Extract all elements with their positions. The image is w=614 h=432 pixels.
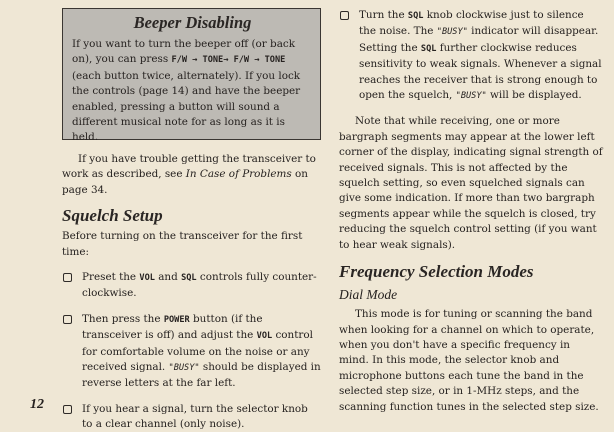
left-column	[62, 8, 321, 432]
page-number: 12	[30, 397, 44, 412]
step-power-on: Then press the POWER button (if the transceiver is off) and adjust the VOL control for comfortable volume on the noise or any received signal. "BUSY" should be displayed in reverse letters at the far left.	[62, 312, 321, 392]
problems-reference: In Case of Problems	[185, 168, 292, 181]
checkbox-icon	[340, 11, 349, 20]
step-select-clear-channel: If you hear a signal, turn the selector knob to a clear channel (only noise).	[62, 402, 321, 432]
squelch-intro: Before turning on the transceiver for the first time:	[62, 230, 303, 258]
bargraph-note: Note that while receiving, one or more bargraph segments may appear at the lower left corner of the display, indicating signal strength of received signals. This is not affected by the squelch setting, so even squelched signals can give some indication. If more than two bargraph segments appear while the squelch is closed, try reducing the squelch control setting (if you want to hear weak signals).	[339, 115, 603, 251]
beeper-disabling-title: Beeper Disabling	[133, 13, 252, 32]
trouble-paragraph: If you have trouble getting the transceiver to work as described, see In Case of Problems on page 34.	[62, 153, 316, 196]
frequency-modes-heading: Frequency Selection Modes	[339, 262, 534, 282]
checkbox-icon	[63, 273, 72, 282]
dial-mode-text: This mode is for tuning or scanning the band when looking for a channel on which to operate, when you don't have a specific frequency in mind. In this mode, the selector knob and microphone buttons each tune the band in the selected step size, or in 1-MHz steps, and the scanning function tunes in the selected step size.	[339, 308, 599, 413]
step-preset-controls: Preset the VOL and SQL controls fully counter-clockwise.	[62, 270, 321, 302]
step-adjust-squelch: Turn the SQL knob clockwise just to silence the noise. The "BUSY" indicator will disappear. Setting the SQL further clockwise reduces sensitivity to weak signals. Whenever a signal reaches the receiver that is strong enough to open the squelch, "BUSY" will be displayed.	[339, 8, 603, 104]
squelch-setup-heading: Squelch Setup	[62, 206, 163, 226]
dial-mode-heading: Dial Mode	[339, 287, 398, 303]
checkbox-icon	[63, 405, 72, 414]
beeper-disabling-box	[62, 8, 321, 144]
right-column	[339, 8, 603, 415]
beeper-key-sequence: F/W → TONE→ F/W → TONE	[171, 55, 286, 66]
checkbox-icon	[63, 315, 72, 324]
beeper-disabling-text: If you want to turn the beeper off (or back on), you can press F/W → TONE→ F/W → TONE (each button twice, alternately). If you lock the controls (page 14) and have the beeper enabled, pressing a button will sound a different musical note for as long as it is held.	[72, 38, 301, 144]
